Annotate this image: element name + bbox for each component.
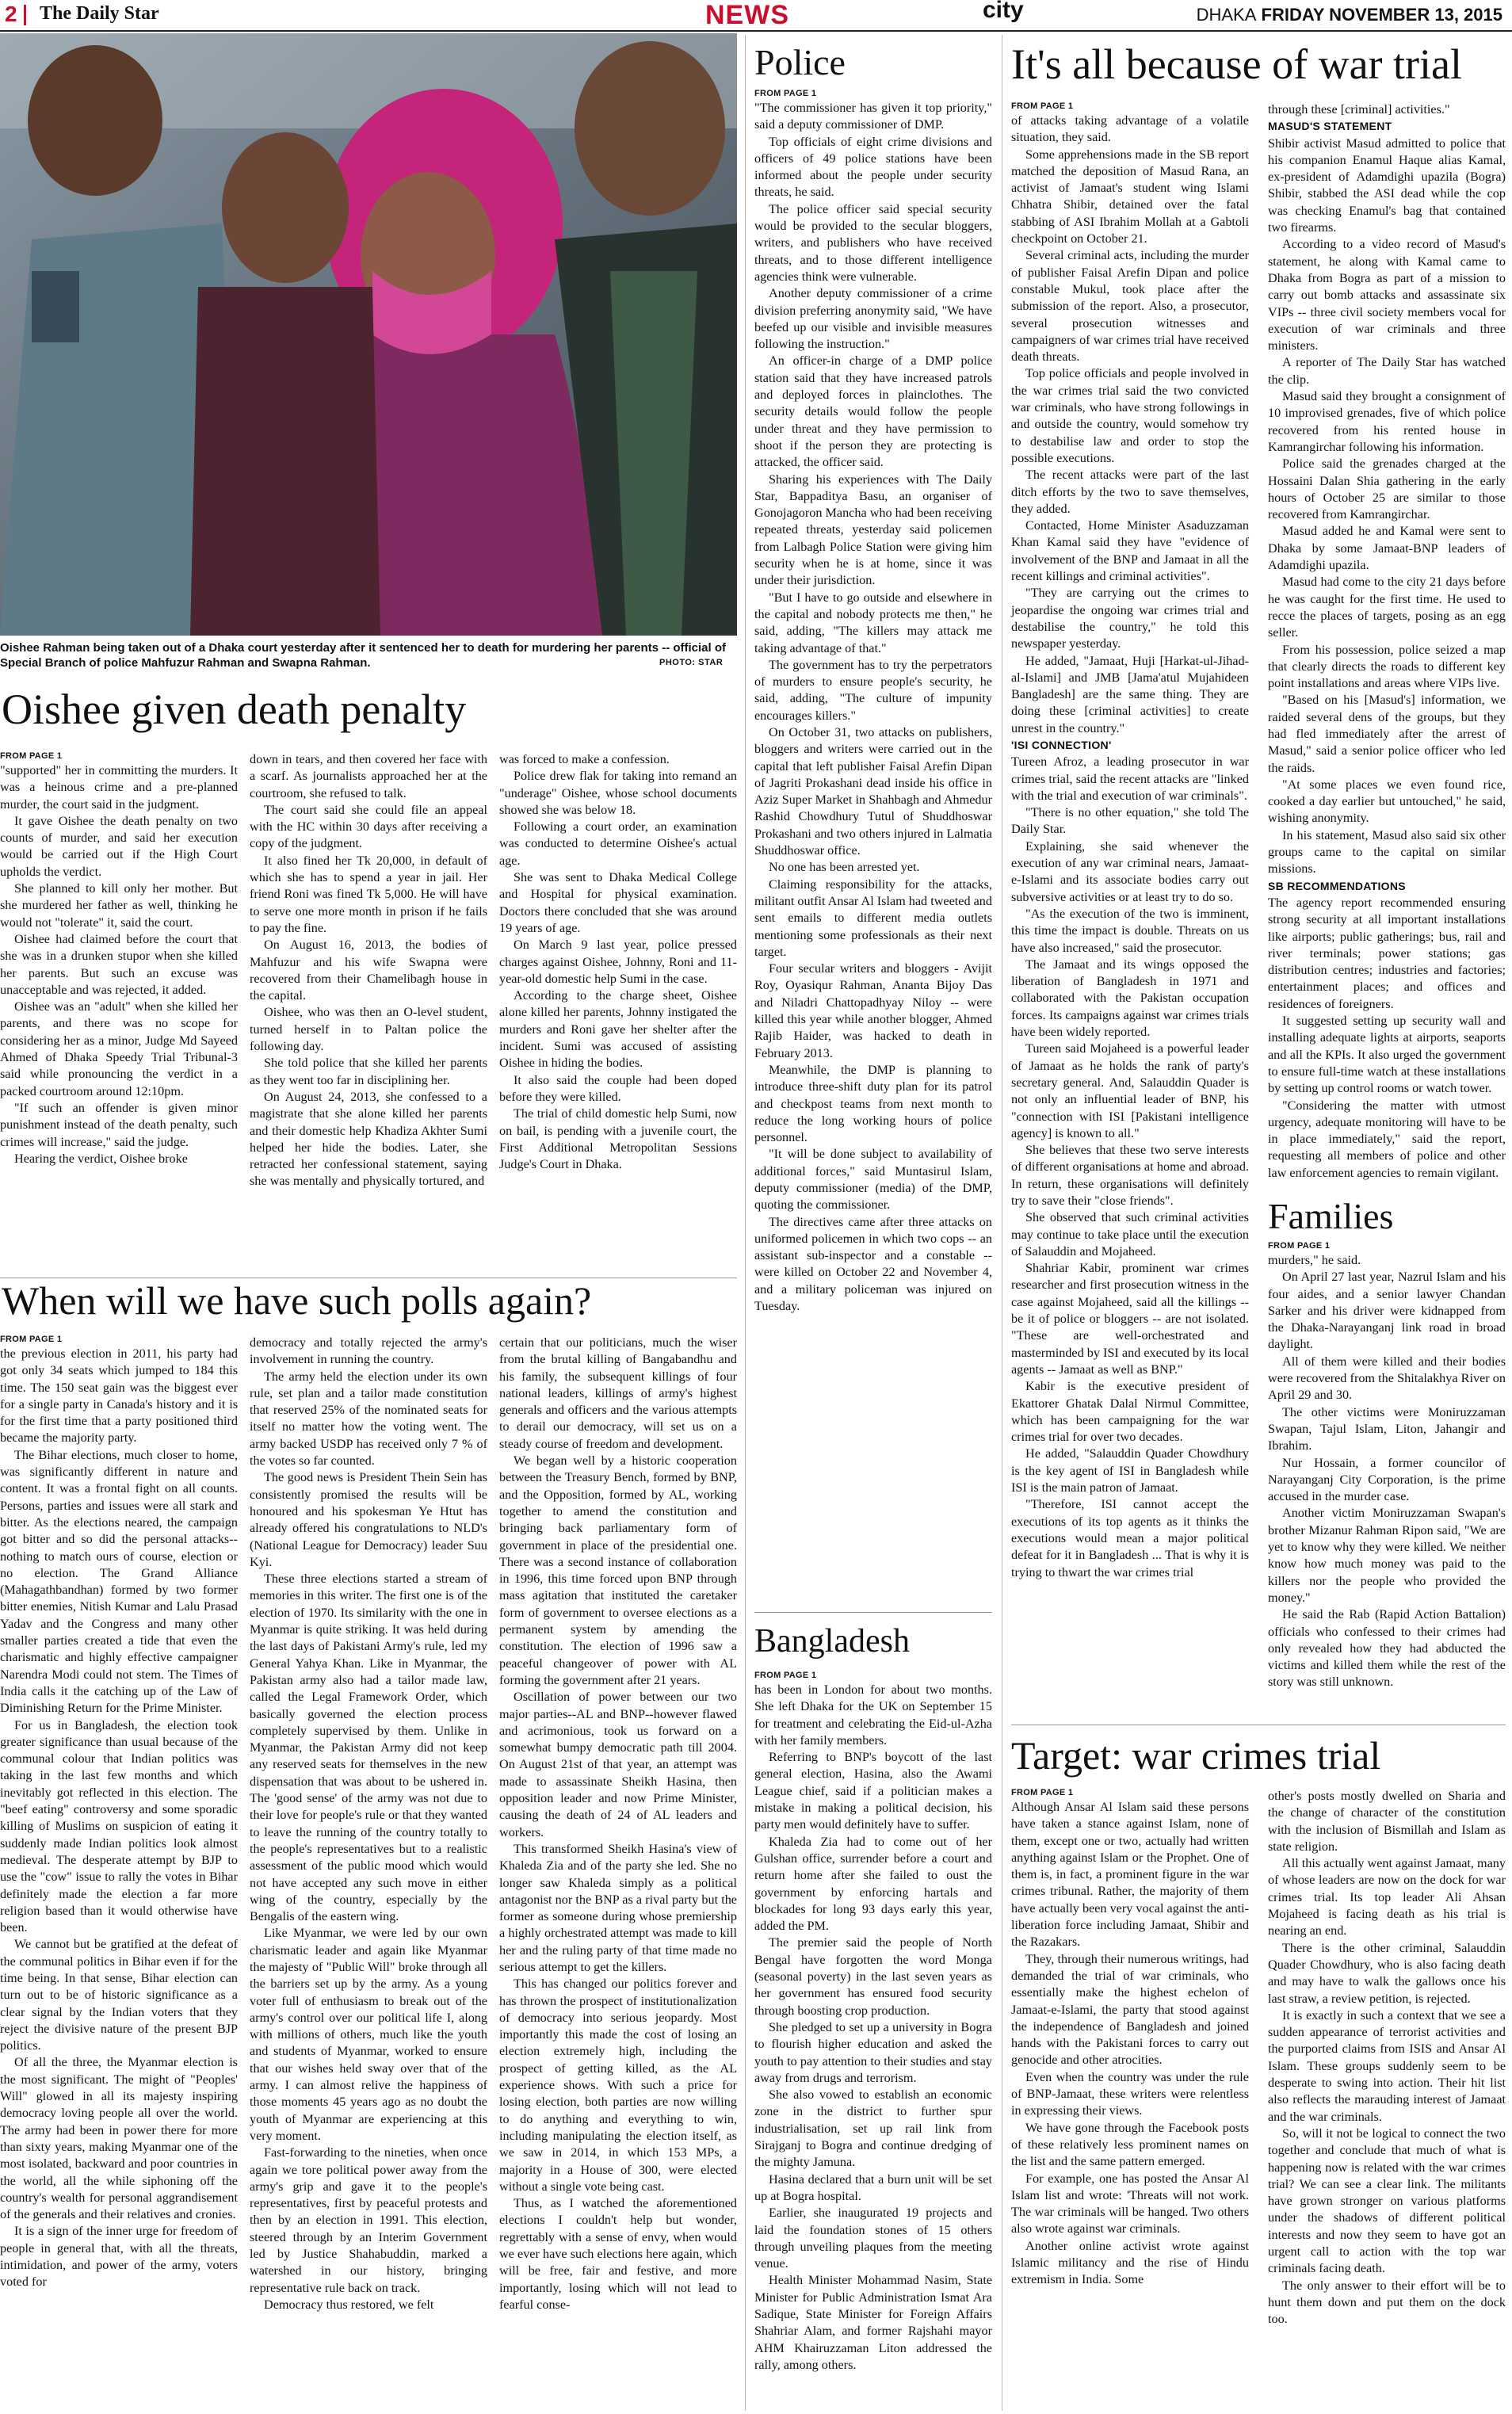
article-paragraph: She pledged to set up a university in Bogra to flourish higher education and asked the youth to pay attention to their studies and stay away from drugs and terrorism. (754, 2019, 992, 2085)
article-paragraph: The Jamaat and its wings opposed the liberation of Bangladesh in 1971 and collaborated with the Pakistan occupation forces. Its campaigns against war crimes trials have been widely reported. (1011, 957, 1249, 1040)
polls-from-page: FROM PAGE 1 (0, 1335, 63, 1344)
families-headline: Families (1268, 1196, 1394, 1236)
article-paragraph: the previous election in 2011, his party had got only 34 seats which jumped to 184 this time. The 150 seat gain was the biggest ever for a single party in Canada's history and it is for the first time that a party positioned third became the majority party. (0, 1346, 238, 1446)
article-paragraph: Shibir activist Masud admitted to police that his companion Enamul Haque alias Kamal, ex-president of Adamdighi upazila (Bogra) Shibir, stabbed the ASI dead while the cop was checking Enamul's bag that contained two firearms. (1268, 136, 1506, 235)
article-paragraph: There is the other criminal, Salauddin Quader Chowdhury, who is also facing death and may have to walk the gallows once his last straw, a review petition, is rejected. (1268, 1940, 1506, 2006)
article-paragraph: The recent attacks were part of the last ditch efforts by the two to save themselves, they added. (1011, 468, 1249, 516)
photo-credit: PHOTO: STAR (659, 658, 724, 667)
oishee-from-page: FROM PAGE 1 (0, 751, 63, 761)
dateline-place: DHAKA (1196, 5, 1257, 25)
target-column-1 (1011, 1788, 1249, 2414)
article-paragraph: democracy and totally rejected the army's involvement in running the country. (250, 1335, 487, 1367)
dateline-date: FRIDAY NOVEMBER 13, 2015 (1261, 5, 1502, 25)
section-label: NEWS (705, 0, 789, 30)
news-photo (0, 33, 737, 636)
article-paragraph: of attacks taking advantage of a volatile situation, they said. (1011, 113, 1249, 145)
article-paragraph: "The commissioner has given it top priority," said a deputy commissioner of DMP. (754, 101, 992, 132)
article-paragraph: Earlier, she inaugurated 19 projects and laid the foundation stones of 15 others through unveiling plaques from the meeting venue. (754, 2206, 992, 2271)
article-paragraph: Although Ansar Al Islam said these persons have taken a stance against Islam, none of them, except one or two, actually had written anything against Islam or the Prophet. One of them is, in fact, a prominent figure in the war crimes tribunal. Rather, the majority of them have actually been very vocal against the anti-liberation force including Jamaat, Shibir and the Razakars. (1011, 1800, 1249, 1950)
article-paragraph: down in tears, and then covered her face with a scarf. As journalists approached her at the courtroom, she refused to talk. (250, 752, 487, 800)
article-paragraph: Khaleda Zia had to come out of her Gulshan office, surrender before a court and return home after she failed to oust the government by enforcing hartals and blockades for long 93 days early this year, added the PM. (754, 1834, 992, 1934)
article-paragraph: "At some places we even found rice, cooked a day earlier but untouched," he said, wishing anonymity. (1268, 777, 1506, 826)
article-paragraph: "supported" her in committing the murders. It was a heinous crime and a pre-planned murder, the court said in the judgment. (0, 763, 238, 812)
article-paragraph: She believes that these two serve interests of different organisations at home and abroad. In return, these organisations will definitely try to save their "close friends". (1011, 1143, 1249, 1208)
article-paragraph: She also vowed to establish an economic zone in the district to further spur industrialisation, set up rail link from Sirajganj to Bogra and continue dredging of the mighty Jamuna. (754, 2087, 992, 2170)
article-paragraph: murders," he said. (1268, 1253, 1361, 1267)
article-paragraph: Like Myanmar, we were led by our own charismatic leader and again like Myanmar the majesty of "Public Will" broke through all the barriers set up by the army. As a young voter full of enthusiasm to break out of the army's control over our political life I, along with millions of others, much like the youth and students of Myanmar, worked to ensure that our wishes held sway over that of the army. I can almost relive the happiness of those moments 45 years ago as no doubt the youth of Myanmar are experiencing at this very moment. (250, 1926, 487, 2143)
photo-caption: Oishee Rahman being taken out of a Dhaka court yesterday after it sentenced her to death for murdering her parents -- official of Special Branch of police Mahfuzur Rahman and Swapna Rahman. (0, 641, 727, 670)
article-paragraph: The premier said the people of North Bengal have forgotten the word Monga (seasonal poverty) in the last seven years as her government has ensured food security through boosting crop production. (754, 1935, 992, 2018)
article-paragraph: According to a video record of Masud's statement, he along with Kamal came to Dhaka from Bogra as part of a mission to carry out bomb attacks and assassinate six VIPs -- three civil society members vocal for execution of war criminals and three ministers. (1268, 237, 1506, 353)
page-header (0, 0, 1512, 32)
article-paragraph: An officer-in charge of a DMP police station said that they have increased patrols and deployed forces in plainclothes. The security details would follow the people under threat and they have permission to shoot if the person they are protecting is attacked, the officer said. (754, 353, 992, 470)
article-paragraph: "There is no other equation," she told The Daily Star. (1011, 805, 1249, 837)
article-paragraph: Democracy thus restored, we felt (264, 2297, 434, 2312)
article-paragraph: This has changed our politics forever and has thrown the prospect of institutionalization of democracy into serious jeopardy. Most importantly this made the cost of losing an election extremely high, including the prospect of getting killed, as the AL experience shows. With such a price for losing election, both parties are now willing to do anything and everything to win, including manipulating the election itself, as we saw in 2014, in which 153 MPs, a majority in a House of 300, were elected without a single vote being cast. (499, 1977, 737, 2194)
column-divider (745, 35, 746, 2411)
divider (754, 1612, 992, 1613)
article-paragraph: Of all the three, the Myanmar election is the most significant. The might of "Peoples' Will" glowed in all its majesty inspiring democracy loving people all over the world. The army had been in power there for more than sixty years, making Myanmar one of the most isolated, backward and poor countries in the world, all the while siphoning off the country's wealth for personal aggrandisement of the generals and their relatives and cronies. (0, 2055, 238, 2222)
article-paragraph: It suggested setting up security wall and installing adequate lights at airports, seaports and all the KPIs. It also urged the government to ensure full-time watch at these installations by setting up control rooms or watch tower. (1268, 1014, 1506, 1096)
article-paragraph: Even when the country was under the rule of BNP-Jamaat, these writers were relentless in expressing their views. (1011, 2069, 1249, 2118)
polls-headline: When will we have such polls again? (2, 1278, 592, 1323)
article-paragraph: For us in Bangladesh, the election took greater significance than usual because of the communal colour that Indian politics was taking in the last few months and which inevitably got reflected in this election. The "beef eating" controversy and some sporadic killing of Muslims on suspicion of eating it suddenly made Indian politics look almost medieval. The desperate attempt by BJP to use the "cow" issue to rally the votes in Bihar definitely made the election a far more religion based than it would otherwise have been. (0, 1717, 238, 1935)
police-from-page: FROM PAGE 1 (754, 89, 817, 98)
article-paragraph: Shahriar Kabir, prominent war crimes researcher and first prosecution witness in the case against Mojaheed, said all the killings -- be it of police or bloggers -- are not isolated. "These are well-orchestrated and masterminded by ISI and executed by its local agents -- Jamaat as well as BNP." (1011, 1261, 1249, 1377)
article-paragraph: She planned to kill only her mother. But she murdered her father as well, thinking he would not "tolerate" it, said the court. (0, 881, 238, 930)
article-paragraph: Following a court order, an examination was conducted to determine Oishee's actual age. (499, 819, 737, 868)
article-paragraph: The police officer said special security would be provided to the secular bloggers, writers, and publishers who have received threats, and to those different intelligence agencies think were vulnerable. (754, 201, 992, 284)
article-paragraph: Kabir is the executive president of Ekattorer Ghatak Dalal Nirmul Committee, which has been campaigning for the war crimes trial for over two decades. (1011, 1379, 1249, 1445)
article-paragraph: A reporter of The Daily Star has watched the clip. (1268, 355, 1506, 387)
article-paragraph: These three elections started a stream of memories in this writer. The first one is of the election of 1970. Its similarity with the one in Myanmar is quite striking. It was held during the last days of Pakistani Army's rule, led my General Yahya Khan. Like in Myanmar, the Pakistan army also had a tailor made law, called the Legal Framework Order, which basically governed the election process completely supervised by them. Unlike in Myanmar, the Pakistan Army did not keep any reserved seats for themselves in the new dispensation that was about to be ushered in. The 'good sense' of the army was not due to their love for people's rule or that they wanted to leave the running of the country totally to the people's representatives but to a realistic assessment of the public mood which would not have accepted any such move in either wing of the country, especially by the Bengalis of the eastern wing. (250, 1572, 487, 1924)
subsection-label: city (983, 0, 1024, 23)
article-paragraph: It also said the couple had been doped before they were killed. (499, 1072, 737, 1104)
article-paragraph: Tureen Afroz, a leading prosecutor in war crimes trial, said the recent attacks are "linked with the trial and execution of war criminals". (1011, 754, 1249, 803)
article-paragraph: through these [criminal] activities." (1268, 102, 1450, 116)
article-paragraph: Nur Hossain, a former councilor of Narayanganj City Corporation, is the prime accused in the murder case. (1268, 1455, 1506, 1504)
wartrial-from-page: FROM PAGE 1 (1011, 101, 1074, 111)
oishee-column-2 (250, 751, 487, 1274)
target-column-2 (1268, 1788, 1506, 2414)
article-paragraph: Police said the grenades charged at the Hossaini Dalan Shia gathering in the early hours of October 25 are similar to those recovered from Kamrangirchar. (1268, 456, 1506, 522)
oishee-column-3 (499, 751, 737, 1274)
article-paragraph: It is a sign of the inner urge for freedom of people in general that, with all the threats, intimidation, and power of the army, voters voted for (0, 2224, 238, 2290)
bangladesh-column (754, 1671, 992, 2414)
article-paragraph: certain that our politicians, much the wiser from the brutal killing of Bangabandhu and his family, the subsequent killings of four national leaders, killings of army's highest generals and officers and the various attempts to derail our democracy, will set us on a steady course of freedom and development. (499, 1335, 737, 1451)
police-headline: Police (754, 42, 846, 82)
article-paragraph: We began well by a historic cooperation between the Treasury Bench, formed by BNP, and the Opposition, formed by AL, working together to amend the constitution and bringing back parliamentary form of government in place of the presidential one. There was a second instance of collaboration in 1996, this time forced upon BNP through mass agitation that instituted the caretaker form of government to oversee elections as a permanent system by amending the constitution. The election of 1996 saw a peaceful changeover of power with AL forming the government after 21 years. (499, 1453, 737, 1687)
article-paragraph: "Based on his [Masud's] information, we raided several dens of the groups, but they had fled immediately after the arrest of Masud," said a senior police officer who led the raids. (1268, 693, 1506, 775)
wartrial-column-1 (1011, 101, 1249, 1579)
page-number: 2 (5, 2, 17, 26)
article-paragraph: Four secular writers and bloggers - Avijit Roy, Oyasiqur Rahman, Ananta Bijoy Das and Niladri Chattopadhyay Niloy -- were killed this year while another blogger, Ahmed Rajib Haider, was hacked to death in February 2013. (754, 961, 992, 1060)
article-paragraph: On October 31, two attacks on publishers, bloggers and writers were carried out in the capital that left publisher Faisal Arefin Dipan of Jagriti Prokashani dead inside his office in Aziz Super Market in Shahbagh and Ahmedur Rashid Chowdhury Tutul of Shuddhoswar Prokashani and two others injured in Lalmatia Shuddhoswar office. (754, 724, 992, 858)
article-paragraph: Thus, as I watched the aforementioned elections I couldn't help but wonder, regrettably with a sense of envy, when would we ever have such elections here again, which will be free, fair and festive, and more importantly, losing which will not lead to fearful conse- (499, 2196, 737, 2312)
article-paragraph: has been in London for about two months. She left Dhaka for the UK on September 15 for treatment and celebrating the Eid-ul-Azha with her family members. (754, 1683, 992, 1747)
article-paragraph: Several criminal acts, including the murder of publisher Faisal Arefin Dipan and police constable Mukul, took place after the submission of the report. Also, a prosecutor, several prosecution witnesses and campaigners of war crimes trial have received death threats. (1011, 248, 1249, 365)
article-paragraph: Tureen said Mojaheed is a powerful leader of Jamaat as he holds the rank of party's secretary general. And, Salauddin Quader is not only an influential leader of BNP, his "connection with ISI [Pakistani intelligence agency] is known to all." (1011, 1041, 1249, 1140)
subhead: 'ISI CONNECTION' (1011, 738, 1112, 751)
article-paragraph: The court said she could file an appeal with the HC within 30 days after receiving a copy of the judgment. (250, 802, 487, 851)
article-paragraph: The only answer to their effort will be to hunt them down and put them on the dock too. (1268, 2278, 1506, 2327)
article-paragraph: "It will be done subject to availability of additional forces," said Muntasirul Islam, deputy commissioner (media) of the DMP, quoting the commissioner. (754, 1147, 992, 1213)
article-paragraph: He added, "Salauddin Quader Chowdhury is the key agent of ISI in Bangladesh while ISI is the main patron of Jamaat. (1011, 1446, 1249, 1495)
article-paragraph: In his statement, Masud also said six other groups came to the capital on similar missions. (1268, 827, 1506, 877)
article-paragraph: On August 16, 2013, the bodies of Mahfuzur and his wife Swapna were recovered from their Chamelibagh house in the capital. (250, 938, 487, 1003)
article-paragraph: other's posts mostly dwelled on Sharia and the change of character of the constitution with the inclusion of Bismillah and Islam as state religion. (1268, 1789, 1506, 1854)
subhead: SB RECOMMENDATIONS (1268, 879, 1406, 892)
article-paragraph: "If such an offender is given minor punishment instead of the death penalty, such crimes will increase," said the judge. (0, 1100, 238, 1149)
article-paragraph: The Bihar elections, much closer to home, was significantly different in nature and content. It was a frontal fight on all counts. Persons, parties and issues were all stark and bitter. As the elections neared, the campaign got bitter and so did the personal attacks--nothing to match ours of course, election or no election. The Grand Alliance (Mahagathbandhan) formed by two former bitter enemies, Nitish Kumar and Lalu Prasad Yadav and the Congress and many other smaller parties created a tide that even the charismatic and highly effective campaigner Narendra Modi could not stem. The Times of India calls it the catching up of the Law of Diminishing Return for the Prime Minister. (0, 1447, 238, 1716)
target-headline: Target: war crimes trial (1011, 1733, 1381, 1778)
article-paragraph: According to the charge sheet, Oishee alone killed her parents, Johnny instigated the murders and Roni gave her shelter after the incident. Sumi was accused of assisting Oishee in hiding the bodies. (499, 988, 737, 1071)
article-paragraph: was forced to make a confession. (499, 752, 670, 766)
article-paragraph: Explaining, she said whenever the execution of any war criminal nears, Jamaat-e-Islami and its associate bodies carry out subversive activities or at least try to do so. (1011, 838, 1249, 904)
article-paragraph: Top police officials and people involved in the war crimes trial said the two convicted war criminals, who have strong followings in and outside the country, would somehow try to destabilise law and order to stop the possible executions. (1011, 366, 1249, 465)
article-paragraph: It gave Oishee the death penalty on two counts of murder, and said her execution would be carried out if the High Court upholds the verdict. (0, 813, 238, 879)
article-paragraph: Another victim Moniruzzaman Swapan's brother Mizanur Rahman Ripon said, "We are yet to know why they were killed. We neither know how much money was paid to the killers nor the people who provided the money." (1268, 1506, 1506, 1605)
article-paragraph: Police drew flak for taking into remand an "underage" Oishee, whose school documents showed she was below 18. (499, 769, 737, 817)
article-paragraph: Some apprehensions made in the SB report matched the deposition of Masud Rana, an activist of Jamaat's student wing Islami Chhatra Shibir, detained over the fatal stabbing of ASI Ibrahim Mollah at a Gabtoli checkpoint on October 21. (1011, 147, 1249, 246)
article-paragraph: He said the Rab (Rapid Action Battalion) officials who confessed to their crimes had only revealed how they had abducted the victims and killed them while the rest of the story was still unknown. (1268, 1607, 1506, 1690)
article-paragraph: Masud said they brought a consignment of 10 improvised grenades, five of which police recovered from his rented house in Kamrangirchar following his information. (1268, 389, 1506, 454)
article-paragraph: The other victims were Moniruzzaman Swapan, Tajul Islam, Liton, Jahangir and Ibrahim. (1268, 1404, 1506, 1453)
polls-column-1 (0, 1335, 238, 2414)
article-paragraph: "But I have to go outside and elsewhere in the capital and nobody protects me then," he said, adding, "The killers may attack me taking advantage of that." (754, 590, 992, 655)
article-paragraph: We have gone through the Facebook posts of these relatively less prominent names on the list and the same pattern emerged. (1011, 2120, 1249, 2169)
article-paragraph: On April 27 last year, Nazrul Islam and his four aides, and a senior lawyer Chandan Sarker and his driver were kidnapped from the Dhaka-Narayanganj link road in broad daylight. (1268, 1270, 1506, 1352)
oishee-column-1 (0, 751, 238, 1270)
article-paragraph: Masud had come to the city 21 days before he was caught for the first time. He used to recce the places of targets, posing as an egg seller. (1268, 575, 1506, 640)
photo-illustration (0, 33, 737, 636)
families-column (1268, 1241, 1506, 1717)
article-paragraph: It also fined her Tk 20,000, in default of which she has to spend a year in jail. Her friend Roni was fined Tk 5,000. He will have to serve one more month in prison if he fails to pay the fine. (250, 853, 487, 935)
article-paragraph: The government has to try the perpetrators of murders to ensure people's security, he said, adding, "The culture of impunity encourages killers." (754, 657, 992, 723)
article-paragraph: She told police that she killed her parents as they went too far in disciplining her. (250, 1056, 487, 1087)
article-paragraph: Hasina declared that a burn unit will be set up at Bogra hospital. (754, 2171, 992, 2203)
bangladesh-from-page: FROM PAGE 1 (754, 1671, 817, 1680)
article-paragraph: The trial of child domestic help Sumi, now on bail, is pending with a juvenile court, the First Additional Metropolitan Sessions Judge's Court in Dhaka. (499, 1106, 737, 1172)
article-paragraph: She was sent to Dhaka Medical College and Hospital for physical examination. Doctors there concluded that she was around 19 years of age. (499, 870, 737, 935)
article-paragraph: So, will it not be logical to connect the two together and conclude that much of what is happening now is related with the war crimes trial? We can see a clear link. The militants have grown stronger on various platforms under the shadows of different political interests and now they seem to have got an urgent call to action with the top war criminals facing death. (1268, 2126, 1506, 2276)
article-paragraph: Health Minister Mohammad Nasim, State Minister for Public Administration Ismat Ara Sadique, State Minister for Foreign Affairs Shahriar Alam, and former Rajshahi mayor AHM Khairuzzaman Liton addressed the rally, among others. (754, 2273, 992, 2372)
article-paragraph: Another deputy commissioner of a crime division preferring anonymity said, "We have beefed up our visible and invisible measures following the instruction." (754, 286, 992, 352)
article-paragraph: The good news is President Thein Sein has consistently promised the results will be honoured and his spokesman Ye Htut has already offered his congratulations to NLD's (National League for Democracy) leader Suu Kyi. (250, 1470, 487, 1569)
article-paragraph: For example, one has posted the Ansar Al Islam list and wrote: 'Threats will not work. The war criminals will be hanged. Two others also wrote against war criminals. (1011, 2171, 1249, 2236)
article-paragraph: Another online activist wrote against Islamic militancy and the rise of Hindu extremism in India. Some (1011, 2238, 1249, 2287)
article-paragraph: He added, "Jamaat, Huji [Harkat-ul-Jihad-al-Islami] and JMB [Jama'atul Mujahideen Bangladesh] are the same thing. They are doing these [criminal activities] to create unrest in the country." (1011, 653, 1249, 735)
wartrial-column-2 (1268, 101, 1506, 1192)
polls-column-2 (250, 1335, 487, 2414)
article-paragraph: Referring to BNP's boycott of the last general election, Hasina, also the Awami League chief, said if a politician makes a mistake in making a political decision, his party men would definitely have to suffer. (754, 1750, 992, 1832)
article-paragraph: Oishee, who was then an O-level student, turned herself in to Paltan police the following day. (250, 1005, 487, 1054)
article-paragraph: The directives came after three attacks on uniformed policemen in which two cops -- an assistant sub-inspector and a constable -- were killed on October 22 and November 4, and a military policeman was injured on Tuesday. (754, 1214, 992, 1314)
header-divider (24, 5, 26, 25)
article-paragraph: Sharing his experiences with The Daily Star, Bappaditya Basu, an organiser of Gonojagoron Mancha who had been receiving repeated threats, yesterday said policemen from Lalbagh Police Station were giving him security when he is at home, since it was under their jurisdiction. (754, 472, 992, 588)
article-paragraph: Hearing the verdict, Oishee broke (14, 1151, 188, 1166)
article-paragraph: Contacted, Home Minister Asaduzzaman Khan Kamal said they have "evidence of involvement of the BNP and Jamaat in all the recent killings and criminal activities". (1011, 518, 1249, 584)
article-paragraph: Oishee was an "adult" when she killed her parents, and there was no scope for considering her as a minor, Judge Md Sayeed Ahmed of Dhaka Speedy Trial Tribunal-3 said while pronouncing the verdict in a packed courtroom around 12:10pm. (0, 999, 238, 1098)
article-paragraph: Top officials of eight crime divisions and officers of 49 police stations have been informed about the people under security threats, he said. (754, 134, 992, 200)
article-paragraph: The agency report recommended ensuring strong security at all important installations like airports; public gatherings; bus, rail and river terminals; power stations; gas distribution centres; industries and factories; entertainment places; and offices and residences of foreigners. (1268, 895, 1506, 1011)
article-paragraph: It is exactly in such a context that we see a sudden appearance of terrorist activities and the purported claims from ISIS and Ansar Al Islam. These groups suddenly seem to be desperate to swing into action. Their hit list also reflects the marauding interest of Jamaat and the war criminals. (1268, 2007, 1506, 2124)
police-column (754, 89, 992, 1612)
article-paragraph: No one has been arrested yet. (769, 860, 920, 875)
article-paragraph: "They are carrying out the crimes to jeopardise the ongoing war crimes trial and destabilise the country," he told this newspaper yesterday. (1011, 586, 1249, 651)
families-from-page: FROM PAGE 1 (1268, 1241, 1331, 1251)
article-paragraph: They, through their numerous writings, had demanded the trial of war criminals, who essentially make the highest echelon of Jamaat-e-Islami, the party that stood against the independence of Bangladesh and joined hands with the Pakistani forces to carry out genocide and other atrocities. (1011, 1951, 1249, 2068)
polls-column-3 (499, 1335, 737, 2414)
article-paragraph: The army held the election under its own rule, set plan and a tailor made constitution that reserved 25% of the nominated seats for itself no matter how the voting went. The army backed USDP has received only 7 % of the votes so far counted. (250, 1369, 487, 1469)
article-paragraph: Meanwhile, the DMP is planning to introduce three-shift duty plan for its patrol and checkpost teams from next month to reduce the long working hours of police personnel. (754, 1062, 992, 1145)
article-paragraph: All this actually went against Jamaat, many of whose leaders are now on the dock for war crimes trial. Its top leader Ali Ahsan Mojaheed is facing death as his trial is nearing an end. (1268, 1856, 1506, 1938)
article-paragraph: We cannot but be gratified at the defeat of the communal politics in Bihar even if for the time being. In that sense, Bihar election can turn out to be of historic significance as a clear signal by the Indian voters that they reject the divisive nature of the present BJP politics. (0, 1937, 238, 2053)
article-paragraph: From his possession, police seized a map that clearly directs the roads to different key point installations and areas where VIPs live. (1268, 642, 1506, 691)
article-paragraph: She observed that such criminal activities may continue to take place until the execution of Salauddin and Mojaheed. (1011, 1210, 1249, 1259)
target-from-page: FROM PAGE 1 (1011, 1788, 1074, 1797)
article-paragraph: Masud added he and Kamal were sent to Dhaka by some Jamaat-BNP leaders of Adamdighi upazila. (1268, 524, 1506, 573)
article-paragraph: On August 24, 2013, she confessed to a magistrate that she alone killed her parents and their domestic help Khadiza Akhter Sumi helped her hide the bodies. Later, she retracted her confessional statement, saying she was mentally and physically tortured, and (250, 1089, 487, 1189)
article-paragraph: "Therefore, ISI cannot accept the executions of its top agents as it thinks the executions would mean a major political defeat for it in Bangladesh ... That is why it is trying to thwart the war crimes trial (1011, 1497, 1249, 1579)
article-paragraph: This transformed Sheikh Hasina's view of Khaleda Zia and of the party she led. She no longer saw Khaleda simply as a political antagonist nor the BNP as a rival party but the former as someone during whose premiership a highly orchestrated attempt was made to kill her and the ruling party of that time made no serious attempt to get the killers. (499, 1841, 737, 1974)
article-paragraph: "As the execution of the two is imminent, this time the impact is double. Threats on us have also increased," said the prosecutor. (1011, 906, 1249, 955)
article-paragraph: Claiming responsibility for the attacks, militant outfit Ansar Al Islam had tweeted and sent emails to different media outlets mentioning some professionals as their next target. (754, 877, 992, 959)
article-paragraph: Fast-forwarding to the nineties, when once again we tore political power away from the army's grip and gave it to the people's representatives, first by peaceful protests and then by an election in 1991. This election, steered through by an Interim Government led by Justice Shahabuddin, marked a watershed in our history, bringing representative rule back on track. (250, 2145, 487, 2295)
dateline (1197, 5, 1502, 25)
masthead: The Daily Star (40, 3, 159, 24)
subhead: MASUD'S STATEMENT (1268, 120, 1392, 133)
bangladesh-headline: Bangladesh (754, 1623, 910, 1660)
oishee-headline: Oishee given death penalty (2, 686, 467, 733)
article-paragraph: Oscillation of power between our two major parties--AL and BNP--however flawed and acrimonious, took us forward on a somewhat bumpy democratic path till 2004. On August 21st of that year, an attempt was made to assassinate Sheikh Hasina, then opposition leader and now Prime Minister, causing the death of 24 of AL leaders and workers. (499, 1690, 737, 1839)
article-paragraph: "Considering the matter with utmost urgency, adequate monitoring will have to be in place immediately," said the report, requesting all members of police and other law enforcement agencies to remain vigilant. (1268, 1098, 1506, 1180)
wartrial-headline: It's all because of war trial (1011, 40, 1462, 88)
article-paragraph: All of them were killed and their bodies were recovered from the Shitalakhya River on April 29 and 30. (1268, 1354, 1506, 1403)
article-paragraph: On March 9 last year, police pressed charges against Oishee, Johnny, Roni and 11-year-old domestic help Sumi in the case. (499, 938, 737, 986)
article-paragraph: Oishee had claimed before the court that she was in a drunken stupor when she killed her parents. But such an excuse was unacceptable and was rejected, it added. (0, 931, 238, 997)
